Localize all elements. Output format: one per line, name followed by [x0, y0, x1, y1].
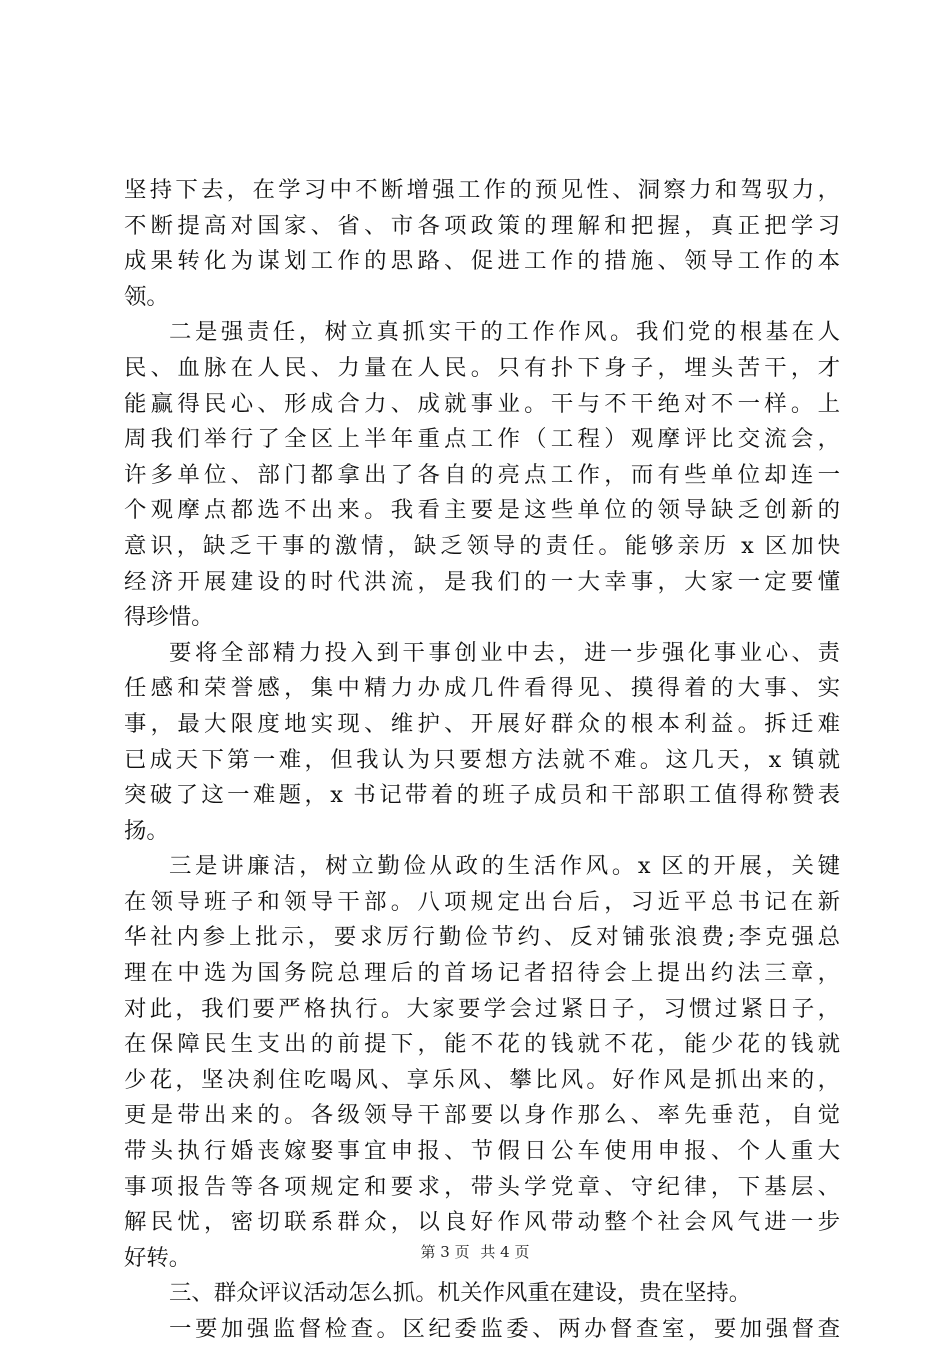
text-line: 个观摩点都选不出来。我看主要是这些单位的领导缺乏创新的	[124, 497, 840, 524]
text-line: 在领导班子和领导干部。八项规定出台后，习近平总书记在新	[124, 888, 840, 915]
text-line: 能赢得民心、形成合力、成就事业。干与不干绝对不一样。上	[124, 390, 840, 417]
text-line: 好转。	[124, 1244, 192, 1271]
text-line: 华社内参上批示，要求厉行勤俭节约、反对铺张浪费;李克强总	[124, 924, 840, 951]
text-line: 领。	[124, 283, 169, 310]
text-line: 事项报告等各项规定和要求，带头学党章、守纪律，下基层、	[124, 1173, 840, 1200]
text-line: 不断提高对国家、省、市各项政策的理解和把握，真正把学习	[124, 212, 840, 239]
text-line: 突破了这一难题，x 书记带着的班子成员和干部职工值得称赞表	[124, 782, 840, 809]
text-line: 成果转化为谋划工作的思路、促进工作的措施、领导工作的本	[124, 248, 840, 275]
document-body	[124, 173, 840, 1348]
text-line: 任感和荣誉感，集中精力办成几件看得见、摸得着的大事、实	[124, 675, 840, 702]
text-line: 意识，缺乏干事的激情，缺乏领导的责任。能够亲历 x 区加快	[124, 532, 840, 559]
text-line: 扬。	[124, 817, 169, 844]
text-line: 理在中选为国务院总理后的首场记者招待会上提出约法三章，	[124, 960, 840, 987]
text-line: 已成天下第一难，但我认为只要想方法就不难。这几天，x 镇就	[124, 746, 840, 773]
text-line: 三、群众评议活动怎么抓。机关作风重在建设，贵在坚持。	[169, 1280, 752, 1307]
text-line: 二是强责任，树立真抓实干的工作作风。我们党的根基在人	[169, 319, 840, 346]
text-line: 许多单位、部门都拿出了各自的亮点工作，而有些单位却连一	[124, 461, 840, 488]
text-line: 得珍惜。	[124, 604, 214, 631]
text-line: 更是带出来的。各级领导干部要以身作那么、率先垂范，自觉	[124, 1102, 840, 1129]
text-line: 带头执行婚丧嫁娶事宜申报、节假日公车使用申报、个人重大	[124, 1138, 840, 1165]
text-line: 事，最大限度地实现、维护、开展好群众的根本利益。拆迁难	[124, 710, 840, 737]
text-line: 一要加强监督检查。区纪委监委、两办督查室，要加强督查	[169, 1316, 840, 1342]
page-number: 第 3 页	[420, 1243, 470, 1261]
text-line: 对此，我们要严格执行。大家要学会过紧日子，习惯过紧日子，	[124, 995, 840, 1022]
page-footer	[0, 1241, 950, 1262]
text-line: 三是讲廉洁，树立勤俭从政的生活作风。x 区的开展，关键	[169, 853, 840, 880]
page-total: 共 4 页	[480, 1243, 530, 1261]
text-line: 周我们举行了全区上半年重点工作（工程）观摩评比交流会，	[124, 426, 840, 453]
text-line: 坚持下去，在学习中不断增强工作的预见性、洞察力和驾驭力，	[124, 177, 840, 203]
text-line: 在保障民生支出的前提下，能不花的钱就不花，能少花的钱就	[124, 1031, 840, 1058]
text-line: 要将全部精力投入到干事创业中去，进一步强化事业心、责	[169, 639, 840, 666]
text-line: 解民忧，密切联系群众，以良好作风带动整个社会风气进一步	[124, 1209, 840, 1236]
text-line: 经济开展建设的时代洪流，是我们的一大幸事，大家一定要懂	[124, 568, 840, 595]
text-line: 少花，坚决刹住吃喝风、享乐风、攀比风。好作风是抓出来的，	[124, 1066, 840, 1093]
text-line: 民、血脉在人民、力量在人民。只有扑下身子，埋头苦干，才	[124, 354, 840, 381]
